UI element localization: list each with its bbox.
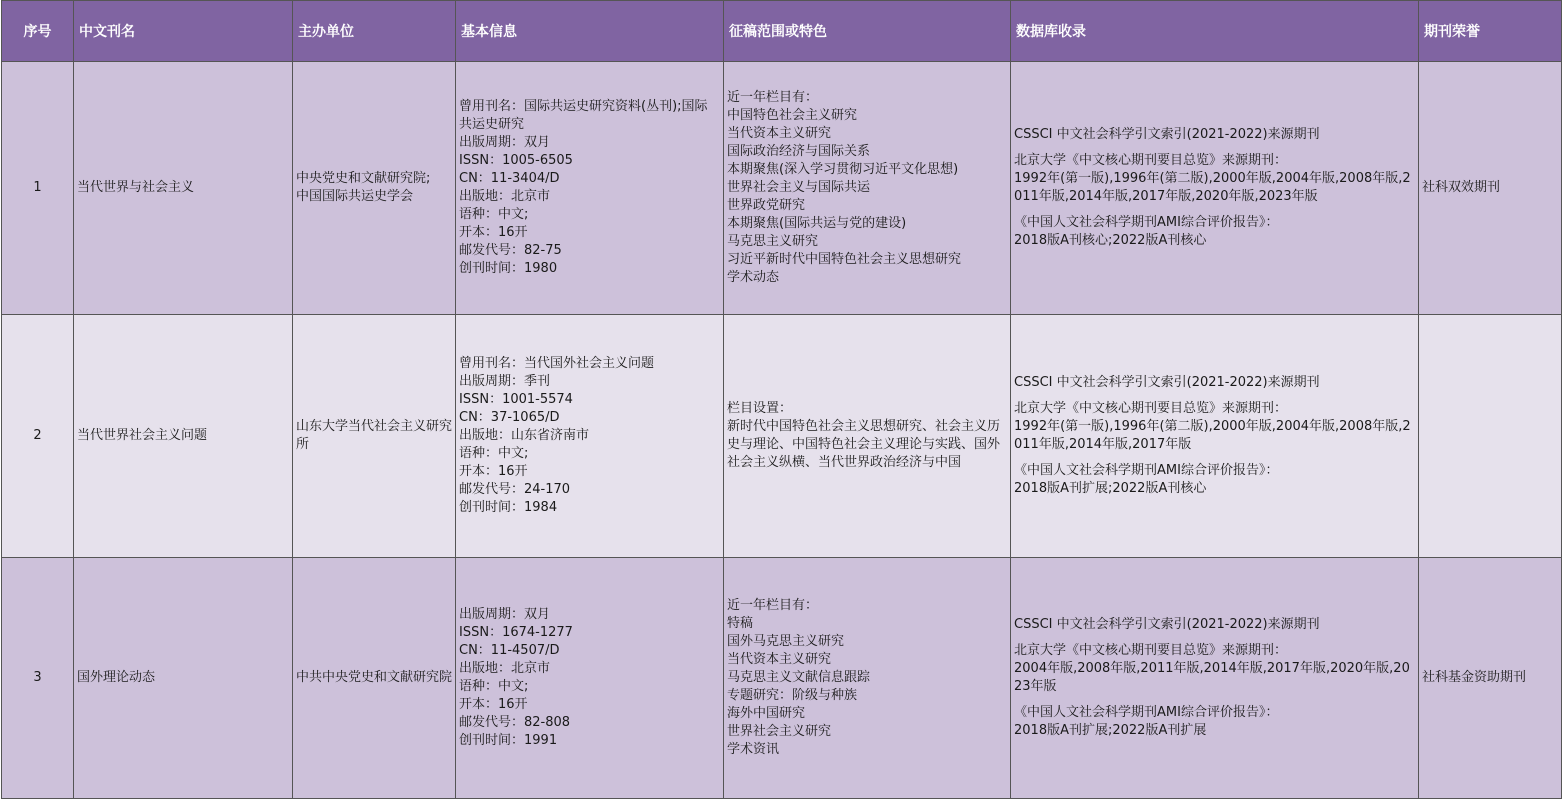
journal-table <box>1 0 1562 799</box>
basic-info: 出版周期：双月 ISSN：1674-1277 CN：11-4507/D 出版地：北京市 语种：中文; 开本：16开 邮发代号：82-808 创刊时间：1991 <box>456 558 724 799</box>
db-ami: 《中国人文社会科学期刊AMI综合评价报告》： 2018版A刊扩展;2022版A刊扩展 <box>1014 705 1279 738</box>
basic-info: 曾用刊名：当代国外社会主义问题 出版周期：季刊 ISSN：1001-5574 CN：37-1065/D 出版地：山东省济南市 语种：中文; 开本：16开 邮发代号：24-170 创刊时间：1984 <box>456 315 724 558</box>
row-index: 1 <box>2 62 74 315</box>
db-ami: 《中国人文社会科学期刊AMI综合评价报告》： 2018版A刊扩展;2022版A刊核心 <box>1014 463 1279 496</box>
sponsor: 山东大学当代社会主义研究所 <box>293 315 456 558</box>
sponsor: 中央党史和文献研究院; 中国国际共运史学会 <box>293 62 456 315</box>
header-scope: 征稿范围或特色 <box>724 1 1011 62</box>
basic-info: 曾用刊名：国际共运史研究资料(丛刊);国际共运史研究 出版周期：双月 ISSN：1005-6505 CN：11-3404/D 出版地：北京市 语种：中文; 开本：16开 邮发代号：82-75 创刊时间：1980 <box>456 62 724 315</box>
header-database: 数据库收录 <box>1011 1 1419 62</box>
db-pku: 北京大学《中文核心期刊要目总览》来源期刊： 1992年(第一版),1996年(第二版),2000年版,2004年版,2008年版,2011年版,2014年版,2017年版 <box>1014 401 1411 452</box>
header-basic-info: 基本信息 <box>456 1 724 62</box>
honor: 社科双效期刊 <box>1419 62 1562 315</box>
db-pku: 北京大学《中文核心期刊要目总览》来源期刊： 2004年版,2008年版,2011年版,2014年版,2017年版,2020年版,2023年版 <box>1014 643 1410 694</box>
database-cell <box>1011 62 1419 315</box>
scope: 近一年栏目有： 特稿 国外马克思主义研究 当代资本主义研究 马克思主义文献信息跟踪 专题研究：阶级与种族 海外中国研究 世界社会主义研究 学术资讯 <box>724 558 1011 799</box>
db-cssci: CSSCI 中文社会科学引文索引(2021-2022)来源期刊 <box>1014 375 1320 390</box>
journal-name: 当代世界与社会主义 <box>74 62 293 315</box>
db-pku: 北京大学《中文核心期刊要目总览》来源期刊： 1992年(第一版),1996年(第二版),2000年版,2004年版,2008年版,2011年版,2014年版,2017年版,2020年版,2023年版 <box>1014 153 1411 204</box>
sponsor: 中共中央党史和文献研究院 <box>293 558 456 799</box>
honor <box>1419 315 1562 558</box>
header-sponsor: 主办单位 <box>293 1 456 62</box>
db-cssci: CSSCI 中文社会科学引文索引(2021-2022)来源期刊 <box>1014 127 1320 142</box>
scope: 栏目设置： 新时代中国特色社会主义思想研究、社会主义历史与理论、中国特色社会主义理论与实践、国外社会主义纵横、当代世界政治经济与中国 <box>724 315 1011 558</box>
header-honor: 期刊荣誉 <box>1419 1 1562 62</box>
scope: 近一年栏目有： 中国特色社会主义研究 当代资本主义研究 国际政治经济与国际关系 本期聚焦(深入学习贯彻习近平文化思想) 世界社会主义与国际共运 世界政党研究 本期聚焦(国际共运与党的建设) 马克思主义研究 习近平新时代中国特色社会主义思想研究 学术动态 <box>724 62 1011 315</box>
table-row <box>2 315 1562 558</box>
header-row <box>2 1 1562 62</box>
journal-name: 国外理论动态 <box>74 558 293 799</box>
header-journal-name: 中文刊名 <box>74 1 293 62</box>
database-cell <box>1011 558 1419 799</box>
honor: 社科基金资助期刊 <box>1419 558 1562 799</box>
db-ami: 《中国人文社会科学期刊AMI综合评价报告》： 2018版A刊核心;2022版A刊核心 <box>1014 215 1279 248</box>
row-index: 3 <box>2 558 74 799</box>
table-row <box>2 62 1562 315</box>
header-index: 序号 <box>2 1 74 62</box>
journal-name: 当代世界社会主义问题 <box>74 315 293 558</box>
database-cell <box>1011 315 1419 558</box>
row-index: 2 <box>2 315 74 558</box>
table-row <box>2 558 1562 799</box>
db-cssci: CSSCI 中文社会科学引文索引(2021-2022)来源期刊 <box>1014 617 1320 632</box>
